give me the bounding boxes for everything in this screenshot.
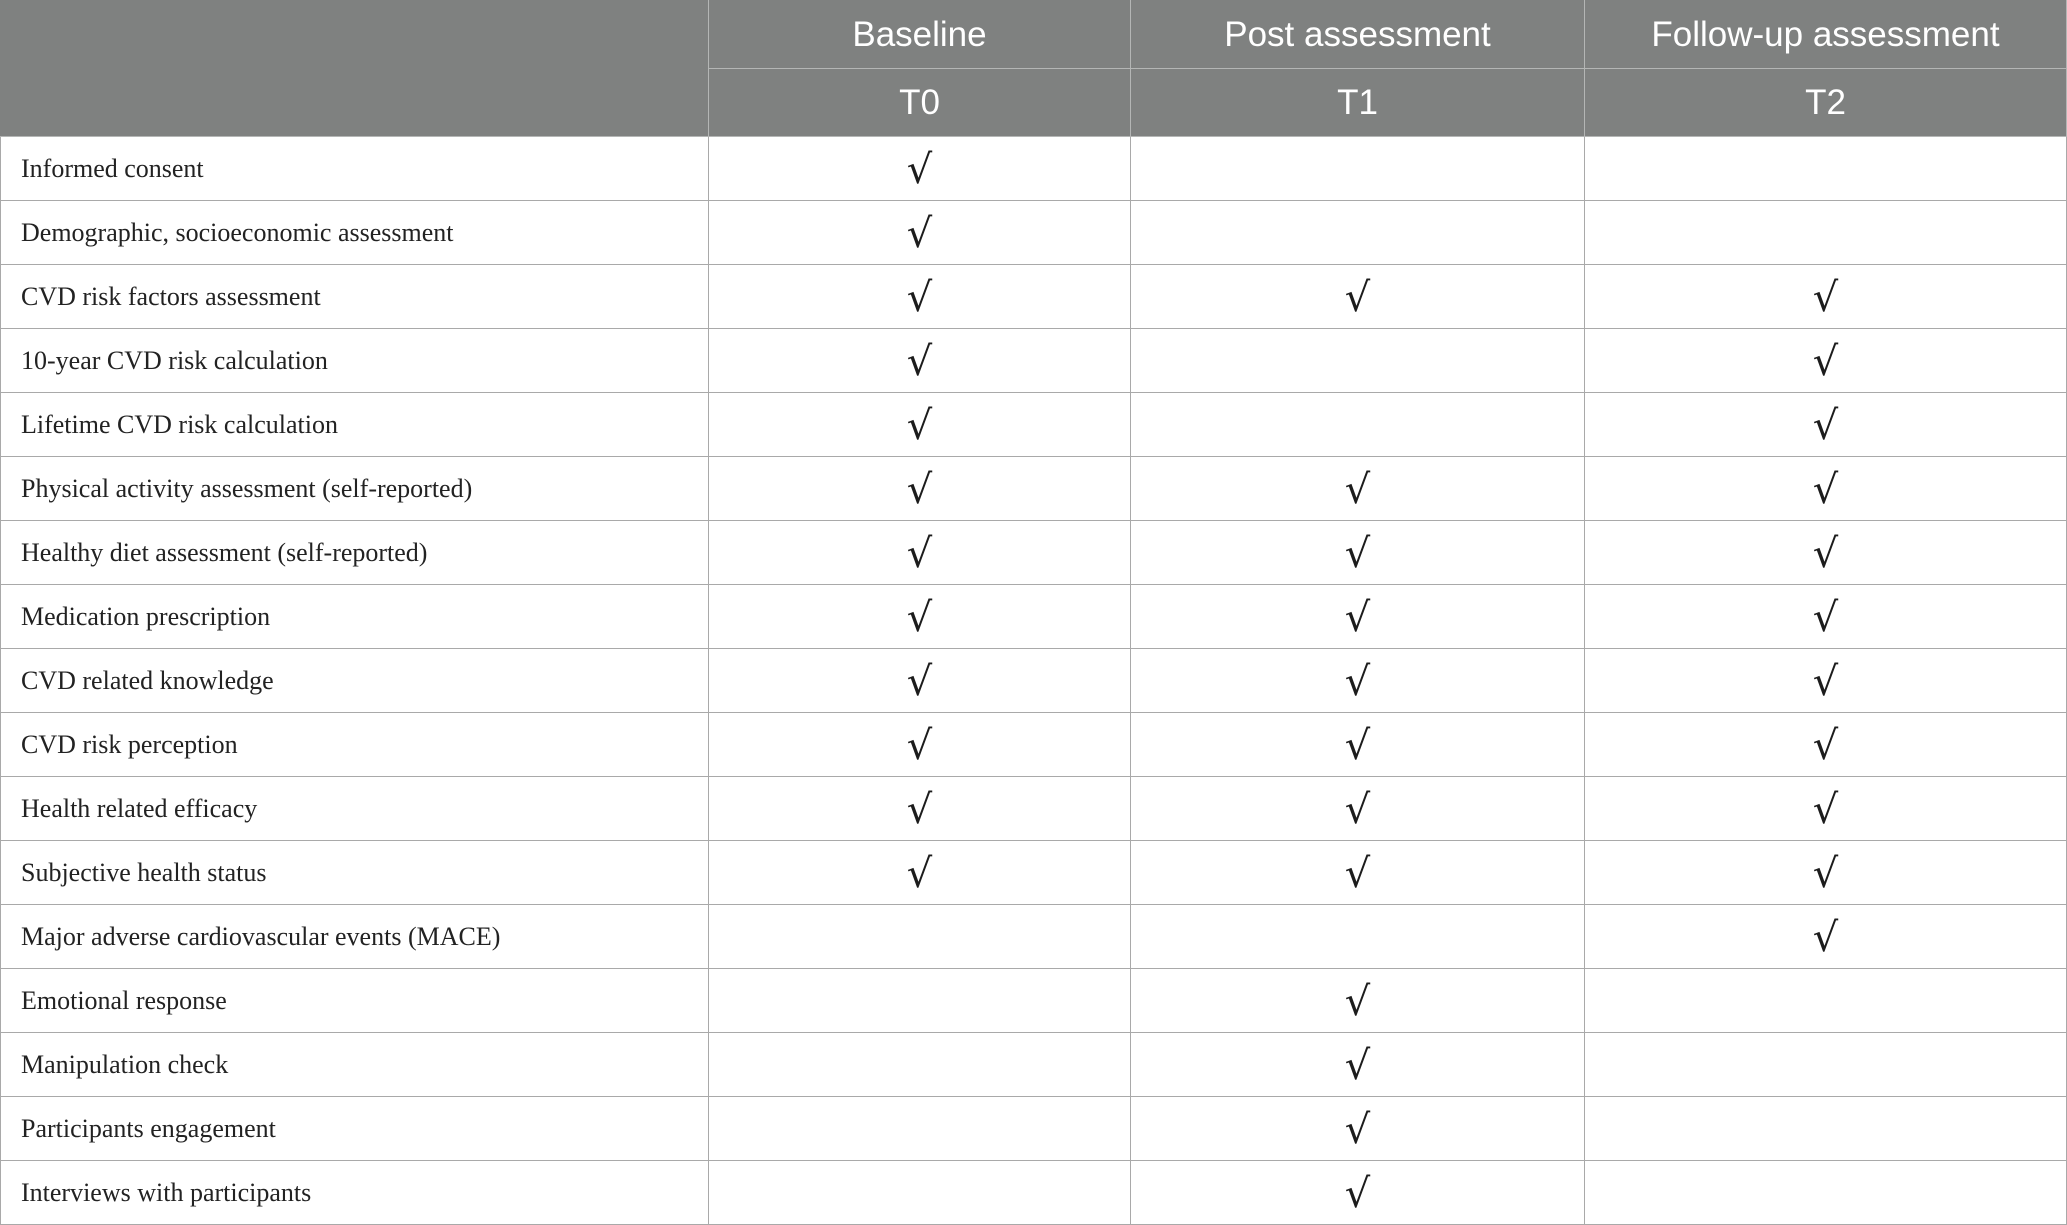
header-code-t1: T1 (1131, 69, 1585, 137)
check-mark-cell-t1: √ (1131, 841, 1585, 905)
check-mark-cell-t0: √ (709, 329, 1131, 393)
check-mark-cell-t2: √ (1585, 841, 2067, 905)
row-label: Healthy diet assessment (self-reported) (1, 521, 709, 585)
row-label: Interviews with participants (1, 1161, 709, 1225)
row-label: Participants engagement (1, 1097, 709, 1161)
table-row (1, 1097, 2067, 1161)
header-code-t2: T2 (1585, 69, 2067, 137)
check-mark-cell-t2: √ (1585, 265, 2067, 329)
table-row (1, 393, 2067, 457)
empty-cell-t2 (1585, 201, 2067, 265)
check-mark-cell-t1: √ (1131, 585, 1585, 649)
row-label: Informed consent (1, 137, 709, 201)
table-header (1, 1, 2067, 137)
header-baseline: Baseline (709, 1, 1131, 69)
check-mark-cell-t1: √ (1131, 457, 1585, 521)
empty-cell-t1 (1131, 393, 1585, 457)
row-label: Subjective health status (1, 841, 709, 905)
check-mark-cell-t2: √ (1585, 713, 2067, 777)
header-post-assessment: Post assessment (1131, 1, 1585, 69)
table-body (1, 137, 2067, 1225)
empty-cell-t2 (1585, 137, 2067, 201)
check-mark-cell-t0: √ (709, 457, 1131, 521)
table-row (1, 1161, 2067, 1225)
table-row (1, 969, 2067, 1033)
empty-cell-t1 (1131, 201, 1585, 265)
table-row (1, 713, 2067, 777)
check-mark-cell-t2: √ (1585, 521, 2067, 585)
check-mark-cell-t1: √ (1131, 265, 1585, 329)
table-row (1, 457, 2067, 521)
check-mark-cell-t0: √ (709, 201, 1131, 265)
check-mark-cell-t0: √ (709, 393, 1131, 457)
empty-cell-t0 (709, 1033, 1131, 1097)
check-mark-cell-t1: √ (1131, 969, 1585, 1033)
table-row (1, 841, 2067, 905)
row-label: Demographic, socioeconomic assessment (1, 201, 709, 265)
row-label: CVD related knowledge (1, 649, 709, 713)
empty-cell-t2 (1585, 1033, 2067, 1097)
table-row (1, 201, 2067, 265)
check-mark-cell-t1: √ (1131, 1097, 1585, 1161)
check-mark-cell-t1: √ (1131, 1161, 1585, 1225)
check-mark-cell-t2: √ (1585, 457, 2067, 521)
empty-cell-t1 (1131, 905, 1585, 969)
empty-cell-t0 (709, 1097, 1131, 1161)
row-label: Manipulation check (1, 1033, 709, 1097)
table-row (1, 585, 2067, 649)
empty-cell-t1 (1131, 329, 1585, 393)
check-mark-cell-t0: √ (709, 521, 1131, 585)
empty-cell-t2 (1585, 1161, 2067, 1225)
check-mark-cell-t2: √ (1585, 649, 2067, 713)
row-label: Lifetime CVD risk calculation (1, 393, 709, 457)
check-mark-cell-t0: √ (709, 841, 1131, 905)
empty-cell-t0 (709, 1161, 1131, 1225)
check-mark-cell-t2: √ (1585, 905, 2067, 969)
check-mark-cell-t0: √ (709, 649, 1131, 713)
table-row (1, 777, 2067, 841)
table-row (1, 265, 2067, 329)
check-mark-cell-t0: √ (709, 137, 1131, 201)
row-label: Health related efficacy (1, 777, 709, 841)
empty-cell-t2 (1585, 969, 2067, 1033)
row-label: Major adverse cardiovascular events (MACE) (1, 905, 709, 969)
check-mark-cell-t0: √ (709, 265, 1131, 329)
check-mark-cell-t1: √ (1131, 649, 1585, 713)
check-mark-cell-t1: √ (1131, 521, 1585, 585)
row-label: Medication prescription (1, 585, 709, 649)
row-label: CVD risk perception (1, 713, 709, 777)
table-row (1, 649, 2067, 713)
row-label: Physical activity assessment (self-reported) (1, 457, 709, 521)
empty-cell-t0 (709, 905, 1131, 969)
check-mark-cell-t0: √ (709, 585, 1131, 649)
table-row (1, 1033, 2067, 1097)
check-mark-cell-t2: √ (1585, 329, 2067, 393)
empty-cell-t1 (1131, 137, 1585, 201)
table-row (1, 905, 2067, 969)
table-row (1, 137, 2067, 201)
header-code-t0: T0 (709, 69, 1131, 137)
check-mark-cell-t1: √ (1131, 1033, 1585, 1097)
header-follow-up-assessment: Follow-up assessment (1585, 1, 2067, 69)
row-label: Emotional response (1, 969, 709, 1033)
check-mark-cell-t1: √ (1131, 713, 1585, 777)
table-row (1, 521, 2067, 585)
table-row (1, 329, 2067, 393)
check-mark-cell-t2: √ (1585, 777, 2067, 841)
empty-cell-t0 (709, 969, 1131, 1033)
check-mark-cell-t2: √ (1585, 585, 2067, 649)
row-label: CVD risk factors assessment (1, 265, 709, 329)
check-mark-cell-t0: √ (709, 713, 1131, 777)
empty-cell-t2 (1585, 1097, 2067, 1161)
check-mark-cell-t2: √ (1585, 393, 2067, 457)
check-mark-cell-t1: √ (1131, 777, 1585, 841)
header-row-names (1, 1, 2067, 69)
check-mark-cell-t0: √ (709, 777, 1131, 841)
header-corner-cell (1, 1, 709, 137)
row-label: 10-year CVD risk calculation (1, 329, 709, 393)
